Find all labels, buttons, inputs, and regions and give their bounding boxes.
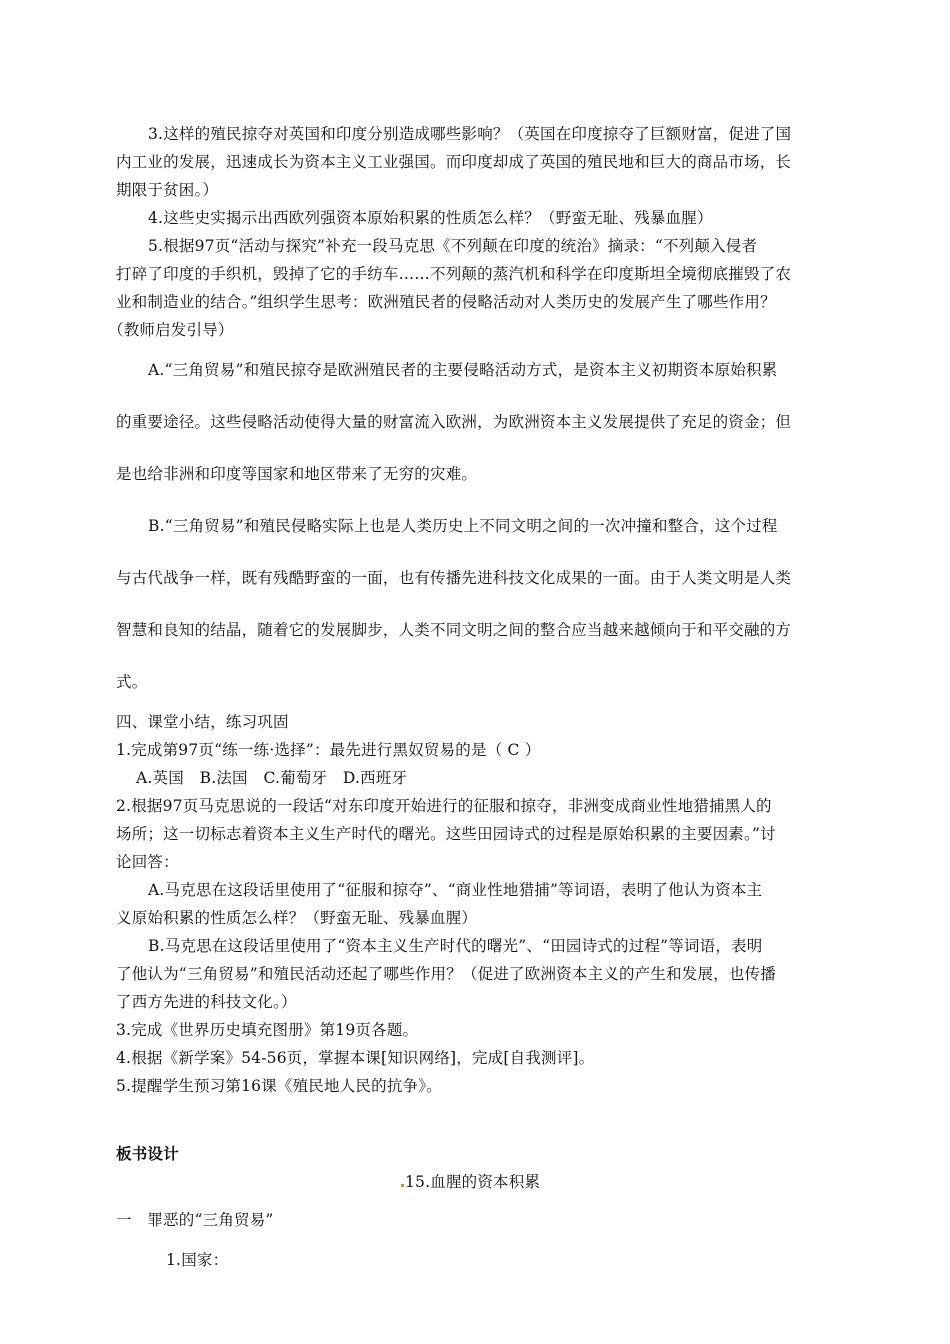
q4-line: 4.这些史实揭示出西欧列强资本原始积累的性质怎么样？（野蛮无耻、残暴血腥） xyxy=(148,209,713,227)
board-design-heading: 板书设计 xyxy=(116,1144,179,1163)
board-title-line xyxy=(400,1168,540,1196)
answer-b-line-3: 智慧和良知的结晶，随着它的发展脚步，人类不同文明之间的整合应当越来越倾向于和平交融的方 xyxy=(116,621,792,639)
exercise-2-line-1: 2.根据97页马克思说的一段话“对东印度开始进行的征服和掠夺，非洲变成商业性地猎捕黑人的 xyxy=(116,797,772,815)
answer-b-line-1: B.“三角贸易”和殖民侵略实际上也是人类历史上不同文明之间的一次冲撞和整合，这个过程 xyxy=(148,517,778,535)
mark-dot xyxy=(401,1184,404,1187)
q5-line-1: 5.根据97页“活动与探究”补充一段马克思《不列颠在印度的统治》摘录：“不列颠入侵者 xyxy=(148,237,758,255)
answer-b-line-2: 与古代战争一样，既有残酷野蛮的一面，也有传播先进科技文化成果的一面。由于人类文明是人类 xyxy=(116,569,792,587)
exercise-1-options: A.英国 B.法国 C.葡萄牙 D.西班牙 xyxy=(136,769,408,787)
answer-a-line-2: 的重要途径。这些侵略活动使得大量的财富流入欧洲，为欧洲资本主义发展提供了充足的资金；但 xyxy=(116,413,792,431)
answer-b-line-4: 式。 xyxy=(116,673,148,691)
exercise-2b-line-2: 了他认为“三角贸易”和殖民活动还起了哪些作用？（促进了欧洲资本主义的产生和发展，也传播 xyxy=(116,965,776,983)
exercise-2-line-2: 场所；这一切标志着资本主义生产时代的曙光。这些田园诗式的过程是原始积累的主要因素。”讨 xyxy=(116,825,776,843)
exercise-2a-line-1: A.马克思在这段话里使用了“征服和掠夺”、“商业性地猎捕”等词语，表明了他认为资本主 xyxy=(148,881,763,899)
exercise-2a-line-2: 义原始积累的性质怎么样？（野蛮无耻、残暴血腥） xyxy=(116,909,478,927)
exercise-4: 4.根据《新学案》54-56页，掌握本课[知识网络]，完成[自我测评]。 xyxy=(116,1049,595,1067)
board-section-1: 一 罪恶的“三角贸易” xyxy=(116,1211,274,1229)
exercise-2b-line-1: B.马克思在这段话里使用了“资本主义生产时代的曙光”、“田园诗式的过程”等词语，表明 xyxy=(148,937,763,955)
answer-a-line-3: 是也给非洲和印度等国家和地区带来了无穷的灾难。 xyxy=(116,465,478,483)
exercise-1: 1.完成第97页“练一练·选择”：最先进行黑奴贸易的是（ C ） xyxy=(116,741,541,759)
exercise-2-line-3: 论回答： xyxy=(116,853,179,871)
section-four-heading: 四、课堂小结，练习巩固 xyxy=(116,713,289,731)
board-title: 15.血腥的资本积累 xyxy=(405,1173,541,1191)
q3-line-2: 内工业的发展，迅速成长为资本主义工业强国。而印度却成了英国的殖民地和巨大的商品市场，长 xyxy=(116,153,792,171)
q3-line-3: 期限于贫困。） xyxy=(116,181,219,199)
exercise-5: 5.提醒学生预习第16课《殖民地人民的抗争》。 xyxy=(116,1077,442,1095)
q5-line-2: 打碎了印度的手织机，毁掉了它的手纺车……不列颠的蒸汽机和科学在印度斯坦全境彻底摧毁了农 xyxy=(116,265,792,283)
exercise-3: 3.完成《世界历史填充图册》第19页各题。 xyxy=(116,1021,419,1039)
board-section-1-item-1: 1.国家： xyxy=(166,1251,229,1269)
exercise-2b-line-3: 了西方先进的科技文化。） xyxy=(116,993,297,1011)
q3-line-1: 3.这样的殖民掠夺对英国和印度分别造成哪些影响？（英国在印度掠夺了巨额财富，促进了国 xyxy=(148,125,792,143)
q5-line-4: （教师启发引导） xyxy=(108,321,234,339)
answer-a-line-1: A.“三角贸易”和殖民掠夺是欧洲殖民者的主要侵略活动方式，是资本主义初期资本原始积累 xyxy=(148,361,778,379)
q5-line-3: 业和制造业的结合。”组织学生思考：欧洲殖民者的侵略活动对人类历史的发展产生了哪些作用？ xyxy=(116,293,776,311)
